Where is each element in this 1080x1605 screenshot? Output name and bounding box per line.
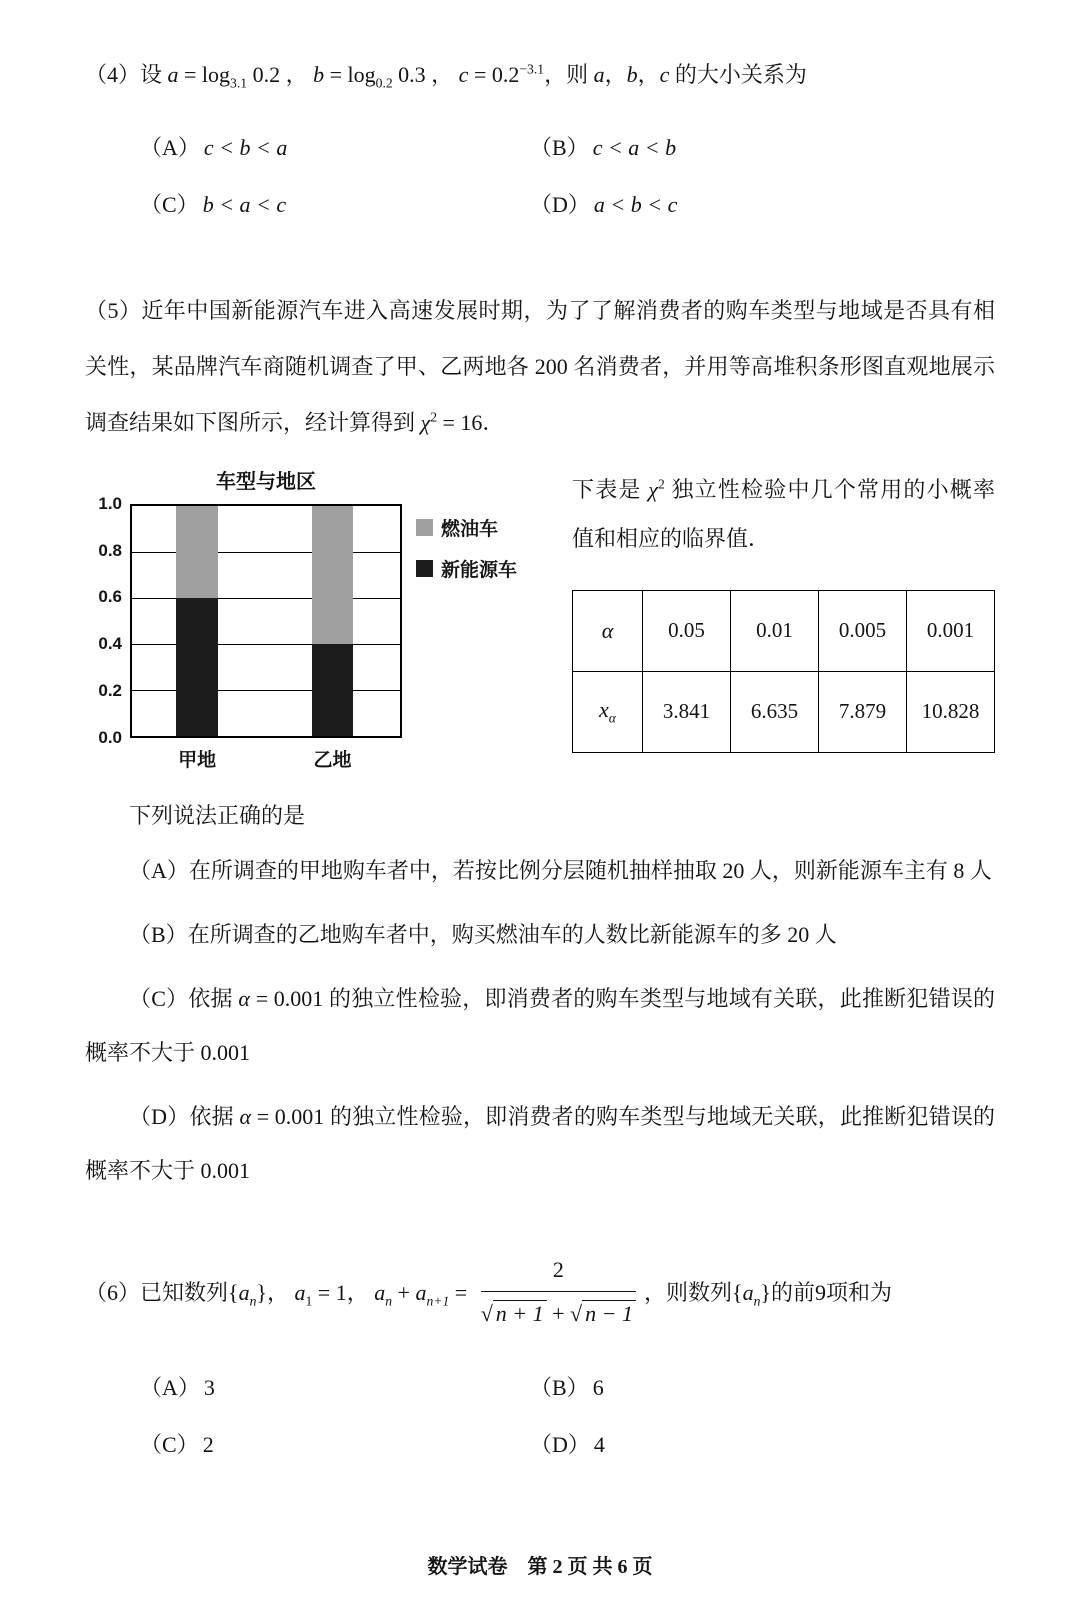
question-6 bbox=[85, 1254, 995, 1460]
segment-new-energy bbox=[312, 644, 354, 736]
q5-option-a: （A）在所调查的甲地购车者中，若按比例分层随机抽样抽取 20 人，则新能源车主有 8 人 bbox=[129, 858, 992, 884]
gridline bbox=[132, 690, 400, 691]
chart-legend bbox=[402, 504, 517, 738]
question-5 bbox=[85, 283, 995, 1198]
table-cell: 0.05 bbox=[643, 590, 731, 671]
legend-swatch-new-energy bbox=[416, 560, 433, 577]
alpha-symbol: α bbox=[238, 986, 250, 1012]
table-row-alpha bbox=[573, 590, 995, 671]
table-cell: $x_\alpha$ bbox=[573, 671, 643, 752]
q4-options bbox=[85, 131, 995, 219]
q6-option-a: （A） 3 bbox=[140, 1375, 215, 1401]
q5-prompt: 下列说法正确的是 bbox=[129, 802, 306, 828]
q4-formula-a: $a = \log_{3.1} 0.2$ ， bbox=[167, 62, 314, 91]
question-4 bbox=[85, 56, 995, 219]
table-cell: 10.828 bbox=[907, 671, 995, 752]
sqrt-symbol: √ bbox=[480, 1300, 493, 1326]
alpha-symbol: α bbox=[239, 1103, 252, 1129]
table-cell: 3.841 bbox=[643, 671, 731, 752]
gridline bbox=[132, 552, 400, 553]
gridline bbox=[132, 644, 400, 645]
legend-item-new-energy: 新能源车 bbox=[416, 555, 517, 582]
q4-option-d: （D） a < b < c bbox=[530, 191, 678, 217]
q6-options bbox=[85, 1371, 995, 1459]
chart-title: 车型与地区 bbox=[216, 470, 316, 493]
legend-swatch-fuel bbox=[416, 519, 433, 536]
y-axis-tick-labels: 1.0 0.8 0.6 0.4 0.2 0.0 bbox=[98, 493, 122, 747]
q5-option-d: （D）依据 α = 0.001 的独立性检验，即消费者的购车类型与地域无关联，此推断犯错误的概率不大于 0.001 bbox=[85, 1103, 995, 1183]
table-cell: 0.005 bbox=[819, 590, 907, 671]
segment-fuel bbox=[176, 506, 218, 598]
q6-stem: （6）已知数列$\{a_n\}$， $a_1 = 1$， $a_n + a_{n+1}$ = $\frac{2}{√ n + 1 + √ n - 1}$ ，则数列$\{a_n\}$的前9项和为 bbox=[85, 1254, 995, 1336]
table-intro-text: 下表是 $\chi^2$ 独立性检验中几个常用的小概率值和相应的临界值． bbox=[572, 476, 995, 552]
stacked-bar-chart bbox=[85, 465, 530, 771]
table-cell: 7.879 bbox=[819, 671, 907, 752]
q6-option-b: （B） 6 bbox=[530, 1375, 604, 1401]
q5-option-b: （B）在所调查的乙地购车者中，购买燃油车的人数比新能源车的多 20 人 bbox=[129, 922, 837, 948]
q4-formula-b: $b = \log_{0.2} 0.3$ ， bbox=[313, 62, 459, 91]
plot-area bbox=[130, 504, 402, 771]
q6-option-c: （C） 2 bbox=[140, 1432, 214, 1458]
q5-stem: （5）近年中国新能源汽车进入高速发展时期，为了了解消费者的购车类型与地域是否具有相关性，某品牌汽车商随机调查了甲、乙两地各 200 名消费者，并用等高堆积条形图直观地展示调查结果如下图所示，经计算得到 $\chi^2 = 16$． bbox=[85, 297, 995, 435]
table-cell: 0.01 bbox=[731, 590, 819, 671]
gridline bbox=[132, 598, 400, 599]
bar-jia-di bbox=[176, 506, 218, 736]
x-label-yi-di: 乙地 bbox=[313, 749, 352, 771]
x-label-jia-di: 甲地 bbox=[178, 749, 217, 771]
table-cell: 6.635 bbox=[731, 671, 819, 752]
segment-new-energy bbox=[176, 598, 218, 736]
q4-option-b: （B） c < a < b bbox=[530, 134, 677, 160]
q4-option-a: （A） c < b < a bbox=[140, 134, 288, 160]
q4-formula-c: $c = 0.2^{-3.1}$ bbox=[458, 61, 545, 87]
q6-option-d: （D） 4 bbox=[530, 1432, 605, 1458]
legend-item-fuel: 燃油车 bbox=[416, 514, 517, 541]
critical-value-table bbox=[572, 590, 995, 753]
q5-option-c: （C）依据 α = 0.001 的独立性检验，即消费者的购车类型与地域有关联，此推断犯错误的概率不大于 0.001 bbox=[85, 986, 995, 1065]
figure-right-column bbox=[530, 465, 995, 753]
chi-squared-symbol: χ bbox=[420, 409, 431, 435]
figure-chart-and-table bbox=[85, 465, 995, 771]
table-row-x-alpha bbox=[573, 671, 995, 752]
q4-option-c: （C） b < a < c bbox=[140, 191, 287, 217]
page-footer: 数学试卷 第 2 页 共 6 页 bbox=[427, 1556, 653, 1578]
bar-yi-di bbox=[312, 506, 354, 736]
table-cell: 0.001 bbox=[907, 590, 995, 671]
fraction: $\frac{2}{√ n + 1 + √ n - 1}$ bbox=[481, 1251, 636, 1333]
chi-squared-symbol: χ bbox=[648, 476, 658, 502]
segment-fuel bbox=[312, 506, 354, 644]
sqrt-symbol: √ bbox=[570, 1300, 583, 1326]
q4-stem: （4）设 $a = \log_{3.1} 0.2$ ， $b = \log_{0.2} 0.3$ ， $c = 0.2^{-3.1}$，则 a，b，c 的大小关系为 bbox=[85, 61, 807, 91]
table-cell: α bbox=[573, 590, 643, 671]
